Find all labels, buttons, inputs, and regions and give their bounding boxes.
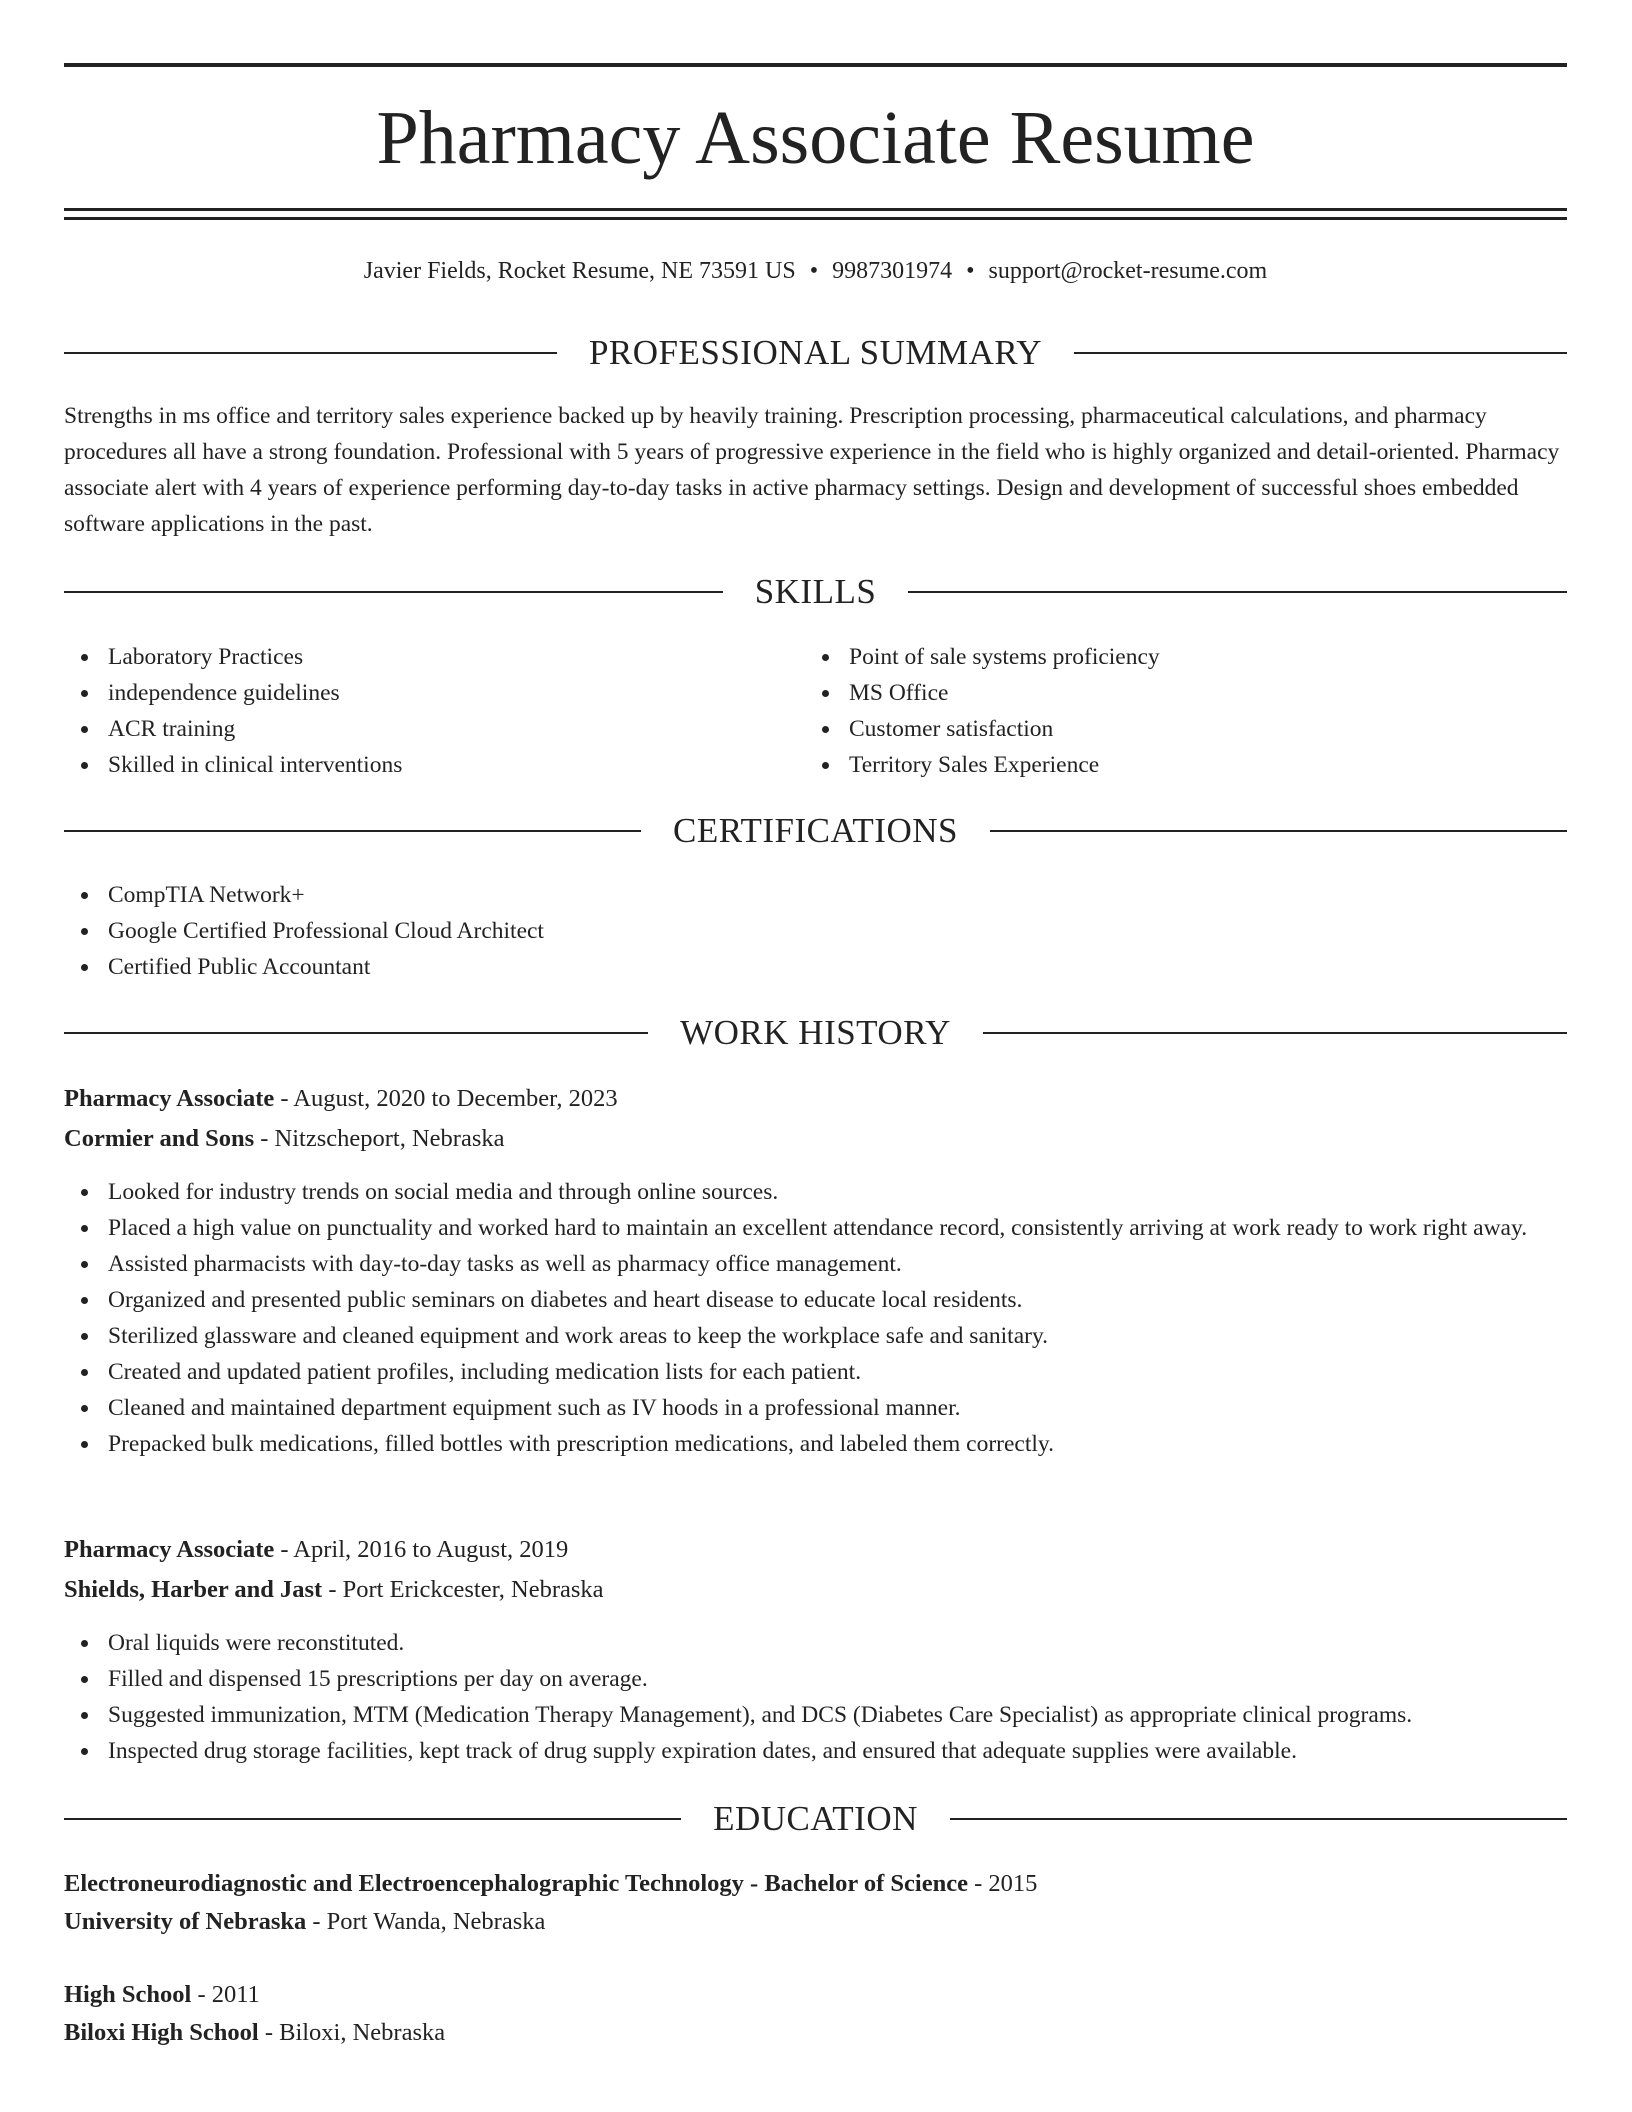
heading-rule [64, 591, 723, 593]
job-company: Shields, Harber and Jast [64, 1576, 323, 1603]
heading-rule [64, 352, 557, 354]
title-double-rule [64, 208, 1567, 220]
contact-separator: • [809, 258, 819, 284]
summary-text: Strengths in ms office and territory sales experience backed up by heavily training. Prescription processing, pharmaceutical calculations, and pharmacy procedures all have a strong foundation. Professional with 5 years of progressive experience in the field who is highly organized and detail-oriented. Pharmacy associate alert with 4 years of experience performing day-to-day tasks in active pharmacy settings. Design and development of successful shoes embedded software applications in the past. [64, 403, 1560, 537]
education-location: - Biloxi, Nebraska [258, 2019, 446, 2046]
job-location: - Nitzscheport, Nebraska [254, 1125, 505, 1152]
top-rule [64, 63, 1567, 67]
heading-rule [908, 591, 1567, 593]
education-degree-line [64, 1868, 1037, 1900]
section-heading-education [64, 1799, 1567, 1839]
heading-rule [990, 830, 1567, 832]
job-bullet: Sterilized glassware and cleaned equipment and work areas to keep the workplace safe and sanitary. [64, 1318, 1567, 1354]
section-heading-work-history [64, 1013, 1567, 1053]
education-school-line [64, 2017, 445, 2049]
education-school: Biloxi High School [64, 2019, 259, 2046]
heading-rule [983, 1032, 1567, 1034]
contact-email: support@rocket-resume.com [988, 258, 1268, 284]
section-title: WORK HISTORY [680, 1013, 951, 1052]
skill-item: Customer satisfaction [805, 711, 1545, 747]
heading-rule [950, 1818, 1567, 1820]
job-title-line [64, 1083, 618, 1115]
job-bullet: Placed a high value on punctuality and worked hard to maintain an excellent attendance record, consistently arriving at work ready to work right away. [64, 1210, 1567, 1246]
education-degree: Electroneurodiagnostic and Electroencephalographic Technology - Bachelor of Science [64, 1870, 968, 1897]
section-title: SKILLS [754, 572, 877, 611]
skill-item: ACR training [64, 711, 804, 747]
education-year: - 2011 [191, 1981, 260, 2008]
contact-address: Javier Fields, Rocket Resume, NE 73591 US [363, 258, 796, 284]
job-bullets [64, 1625, 1567, 1769]
job-company-line [64, 1123, 505, 1155]
education-school: University of Nebraska [64, 1908, 307, 1935]
job-bullet: Organized and presented public seminars on diabetes and heart disease to educate local residents. [64, 1282, 1567, 1318]
section-heading-summary [64, 333, 1567, 373]
job-title: Pharmacy Associate [64, 1536, 275, 1563]
job-bullet: Suggested immunization, MTM (Medication Therapy Management), and DCS (Diabetes Care Specialist) as appropriate clinical programs. [64, 1697, 1567, 1733]
education-degree-line [64, 1979, 260, 2011]
skill-item: Skilled in clinical interventions [64, 747, 804, 783]
job-title: Pharmacy Associate [64, 1085, 275, 1112]
heading-rule [64, 1818, 681, 1820]
job-company-line [64, 1574, 604, 1606]
certification-item: CompTIA Network+ [64, 877, 1567, 913]
section-title: CERTIFICATIONS [673, 811, 958, 850]
job-bullets [64, 1174, 1567, 1462]
section-title: PROFESSIONAL SUMMARY [588, 333, 1043, 372]
heading-rule [1074, 352, 1567, 354]
section-heading-certifications [64, 811, 1567, 851]
job-bullet: Filled and dispensed 15 prescriptions per day on average. [64, 1661, 1567, 1697]
skill-item: Laboratory Practices [64, 639, 804, 675]
job-company: Cormier and Sons [64, 1125, 255, 1152]
contact-line [64, 256, 1567, 286]
skill-item: Territory Sales Experience [805, 747, 1545, 783]
job-bullet: Oral liquids were reconstituted. [64, 1625, 1567, 1661]
heading-rule [64, 830, 641, 832]
skill-item: MS Office [805, 675, 1545, 711]
job-bullet: Looked for industry trends on social media and through online sources. [64, 1174, 1567, 1210]
skill-item: independence guidelines [64, 675, 804, 711]
job-title-line [64, 1534, 568, 1566]
skills-list-right [805, 639, 1545, 783]
contact-phone: 9987301974 [832, 258, 953, 284]
skill-item: Point of sale systems proficiency [805, 639, 1545, 675]
heading-rule [64, 1032, 648, 1034]
section-title: EDUCATION [713, 1799, 918, 1838]
education-degree: High School [64, 1981, 192, 2008]
skills-list-left [64, 639, 804, 783]
job-bullet: Created and updated patient profiles, including medication lists for each patient. [64, 1354, 1567, 1390]
job-dates: - August, 2020 to December, 2023 [274, 1085, 618, 1112]
job-location: - Port Erickcester, Nebraska [322, 1576, 604, 1603]
job-bullet: Prepacked bulk medications, filled bottles with prescription medications, and labeled them correctly. [64, 1426, 1567, 1462]
section-heading-skills [64, 572, 1567, 612]
certifications-list [64, 877, 1567, 985]
job-bullet: Cleaned and maintained department equipment such as IV hoods in a professional manner. [64, 1390, 1567, 1426]
education-school-line [64, 1906, 545, 1938]
education-location: - Port Wanda, Nebraska [306, 1908, 546, 1935]
page-title: Pharmacy Associate Resume [376, 96, 1255, 180]
job-bullet: Assisted pharmacists with day-to-day tasks as well as pharmacy office management. [64, 1246, 1567, 1282]
job-bullet: Inspected drug storage facilities, kept track of drug supply expiration dates, and ensured that adequate supplies were available. [64, 1733, 1567, 1769]
contact-separator: • [966, 258, 975, 284]
certification-item: Certified Public Accountant [64, 949, 1567, 985]
certification-item: Google Certified Professional Cloud Architect [64, 913, 1567, 949]
education-year: - 2015 [968, 1870, 1038, 1897]
job-dates: - April, 2016 to August, 2019 [274, 1536, 569, 1563]
